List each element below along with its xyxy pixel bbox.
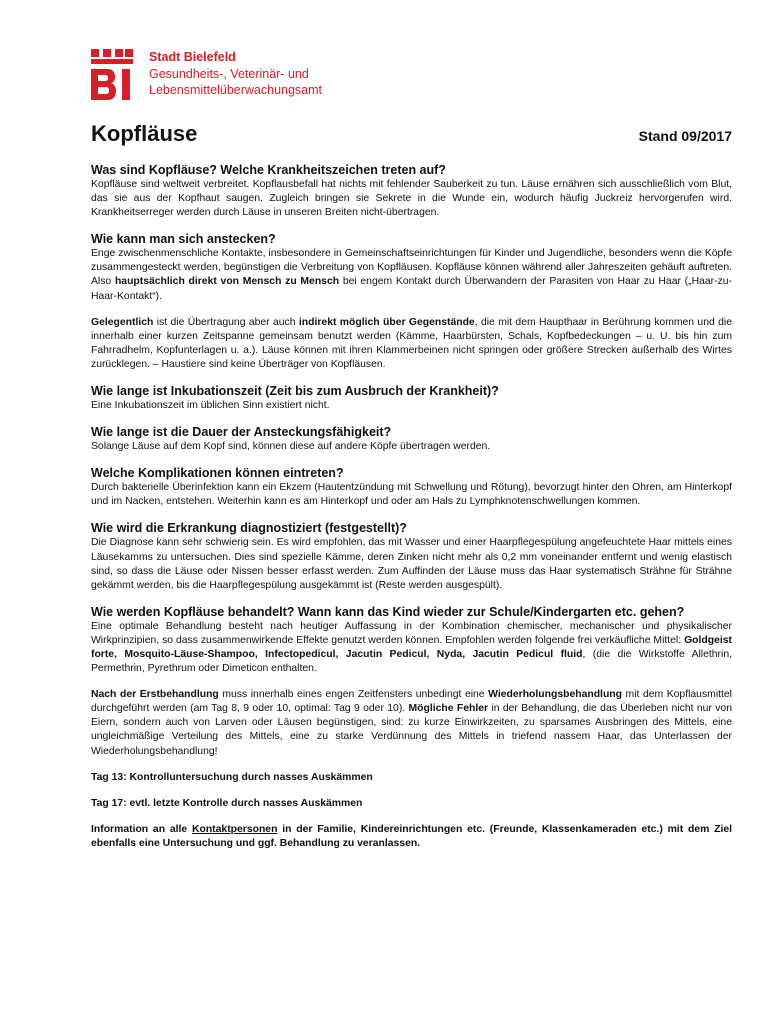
section-text-diagnosis: Die Diagnose kann sehr schwierig sein. Es wird empfohlen, das mit Wasser und einer Haarpflegespülung angefeuchtete Haar mittels eines Läusekamms zu untersuchen. Dies sind spezielle Kämme, deren Zinken nicht mehr als 0,2 mm voneinander entfernt und wenig elastisch sind, so dass die Läuse oder Nissen besser erfasst werden. Zum Auffinden der Läuse muss das Haar systematisch Strähne für Strähne gekämmt werden, bis die Haarpflegespülung ausgekämmt ist (Reste werden ausgespült). — [91, 537, 732, 591]
section-text-complications: Durch bakterielle Überinfektion kann ein Ekzem (Hautentzündung mit Schwellung und Rötung), bevorzugt hinter den Ohren, am Hinterkopf und im Nacken, entstehen. Weiterhin kann es am Hinterkopf und oder am Hals zu Lymphknotenschwellungen kommen. — [91, 482, 732, 508]
org-line-2: Gesundheits-, Veterinär- und — [149, 66, 309, 81]
org-name: Stadt Bielefeld — [149, 50, 236, 64]
bold-run: Mögliche Fehler — [408, 703, 489, 715]
section-text-what: Kopfläuse sind weltweit verbreitet. Kopflausbefall hat nichts mit fehlender Sauberkeit zu tun. Läuse ernähren sich ausschließlich vom Blut, das sie aus der Kopfhaut saugen. Zugleich bringen sie Sekrete in die Wunde ein, wodurch häufig Juckreiz hervorgerufen wird. Krankheitserreger werden durch Läuse in unseren Breiten nicht-übertragen. — [91, 179, 732, 219]
header — [91, 49, 322, 101]
section-text-contagiousness: Solange Läuse auf dem Kopf sind, können diese auf andere Köpfe übertragen werden. — [91, 441, 491, 453]
section-text-treatment — [91, 620, 732, 676]
section-heading-contagiousness: Wie lange ist die Dauer der Ansteckungsfähigkeit? — [91, 425, 392, 440]
bielefeld-bi-logo-icon — [91, 49, 133, 101]
document-body — [91, 163, 732, 851]
section-text-infection — [91, 247, 732, 303]
day-13-note: Tag 13: Kontrolluntersuchung durch nasses Auskämmen — [91, 771, 373, 783]
page-title: Kopfläuse — [91, 121, 198, 146]
bold-run: Nach der Erstbehandlung — [91, 689, 219, 701]
section-text-incubation: Eine Inkubationszeit im üblichen Sinn existiert nicht. — [91, 400, 330, 412]
bold-run: hauptsächlich direkt von Mensch zu Mensch — [114, 276, 340, 288]
text-run: in der Behandlung, die das Überleben nicht nur von Eiern, sondern auch von Larven oder Läusen begünstigen, sind: zu kurze Einwirkzeiten, zu sparsames Ausbringen des Mittels, eine ungleichmäßige Verteilung des Mittels, eine zu starke Verdünnung des Mittels in triefend nassem Haar, das Unterlassen der Wiederholungsbehandlung! — [91, 703, 732, 757]
document-date: Stand 09/2017 — [638, 128, 732, 144]
bold-run: Gelegentlich — [91, 316, 154, 328]
section-heading-what: Was sind Kopfläuse? Welche Krankheitszeichen treten auf? — [91, 163, 446, 177]
text-run: mit dem Kopflausmittel durchgeführt werden (am Tag 8, 9 oder 10, optimal: Tag 9 oder 10). — [91, 689, 732, 715]
section-heading-infection: Wie kann man sich anstecken? — [91, 232, 276, 247]
contact-persons-text: Kontaktpersonen — [191, 823, 278, 835]
text-run: Information an alle — [91, 823, 192, 835]
section-heading-incubation: Wie lange ist Inkubationszeit (Zeit bis zum Ausbruch der Krankheit)? — [91, 384, 499, 399]
section-heading-diagnosis: Wie wird die Erkrankung diagnostiziert (festgestellt)? — [91, 521, 407, 536]
bold-run: Goldgeist forte, Mosquito-Läuse-Shampoo, Infectopedicul, Jacutin Pedicul, Nyda, Jacutin Pedicul fluid — [91, 634, 732, 660]
text-run: ist die Übertragung aber auch — [153, 316, 299, 328]
text-run: , (die die Wirkstoffe Allethrin, Permethrin, Pyrethrum oder Dimeticon enthalten. — [91, 648, 732, 675]
contact-information-note — [91, 823, 732, 851]
text-run: bei engem Kontakt durch Überwandern der Parasiten von Haar zu Haar („Haar-zu-Haar-Kontakt“). — [91, 276, 732, 302]
section-text-indirect — [91, 316, 732, 372]
text-run: Eine optimale Behandlung besteht nach heutiger Auffassung in der Kombination chemischer, mechanischer und physikalischer Wirkprinzipien, so dass zusammenwirkende Effekte genutzt werden können. Empfohlen werden folgende frei verkäufliche Mittel: — [91, 620, 732, 646]
section-heading-complications: Welche Komplikationen können eintreten? — [91, 466, 344, 481]
day-17-note: Tag 17: evtl. letzte Kontrolle durch nasses Auskämmen — [91, 797, 363, 809]
bold-run: Wiederholungsbehandlung — [488, 689, 622, 701]
section-heading-treatment: Wie werden Kopfläuse behandelt? Wann kann das Kind wieder zur Schule/Kindergarten etc. gehen? — [91, 604, 685, 619]
section-text-repeat-treatment — [91, 688, 732, 758]
text-run: in der Familie, Kindereinrichtungen etc. (Freunde, Klassenkameraden etc.) mit dem Ziel ebenfalls eine Untersuchung und ggf. Behandlung zu veranlassen. — [91, 823, 733, 849]
bold-run: indirekt möglich über Gegenstände — [298, 316, 475, 328]
org-line-3: Lebensmittelüberwachungsamt — [149, 83, 323, 97]
text-run: muss innerhalb eines engen Zeitfensters unbedingt eine — [218, 689, 489, 701]
text-run: , die mit dem Haupthaar in Berührung kommen und die innerhalb einer kurzen Zeitspanne gemeinsam benutzt werden (Kämme, Haarbürsten, Schals, Kopfbedeckungen – u. U. bis hin zum Fahrradhelm, Kopfunterlagen u. a.). Läuse können mit ihren Klammerbeinen nicht springen oder größere Strecken außerhalb des Wirtes zurücklegen. – Haustiere sind keine Überträger von Kopfläusen. — [91, 316, 733, 370]
text-run: Enge zwischenmenschliche Kontakte, insbesondere in Gemeinschaftseinrichtungen für Kinder und Jugendliche, besonders wenn die Köpfe zusammengesteckt werden, begünstigen die Verbreitung von Kopfläusen. Kopfläuse können während aller Jahreszeiten gehäuft auftreten. Also — [91, 248, 732, 288]
organization-name — [149, 49, 322, 101]
